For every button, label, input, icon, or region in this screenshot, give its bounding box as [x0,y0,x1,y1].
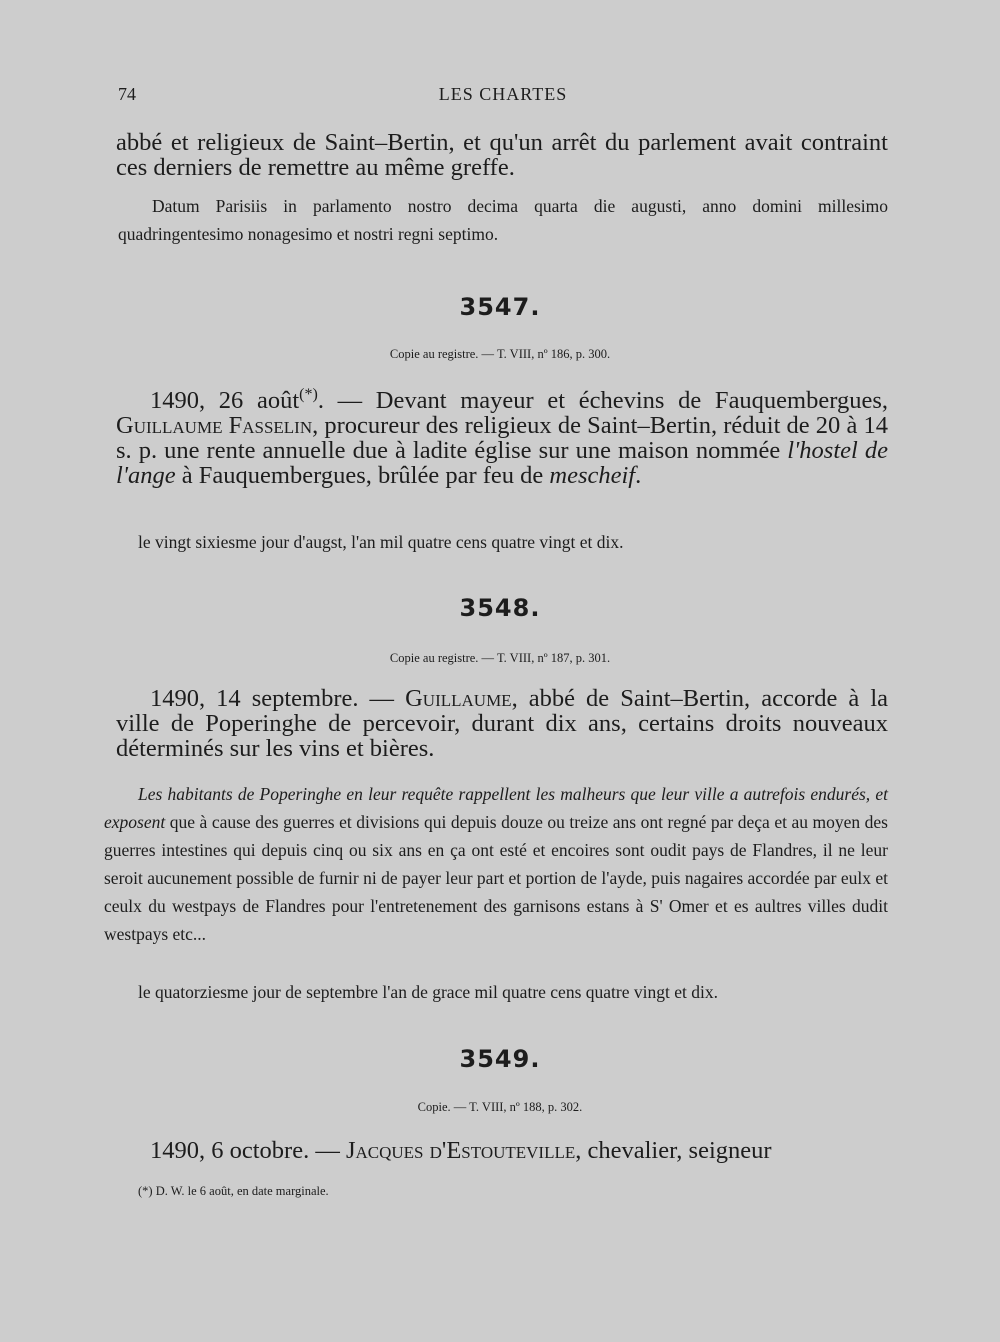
charter-number: 3549. [459,1045,541,1073]
intro-paragraph: abbé et religieux de Saint–Bertin, et qu'un arrêt du parlement avait contraint ces derniers de remettre au même greffe. [116,129,888,181]
charter-number: 3547. [459,293,541,321]
charter-summary: 1490, 6 octobre. — Jacques d'Estouteville, chevalier, seigneur [150,1137,772,1164]
running-head: LES CHARTES [438,84,568,104]
charter-quote: Les habitants de Poperinghe en leur requête rappellent les malheurs que leur ville a autrefois endurés, et exposent que à cause des guerres et divisions qui depuis douze ou treize ans ont regné par deça et au moyen des guerres intestines qui depuis cinq ou six ans en ça ont esté et encoires sont oudit pays de Flandres, il ne leur seroit aucunement possible de furnir ni de payer leur part et portion de l'ayde, puis nagaires accordée par eulx et ceulx du westpays de Flandres pour l'entretenement des garnisons estans à S' Omer et es aultres villes dudit westpays etc... [104,784,888,944]
footnote: (*) D. W. le 6 août, en date marginale. [138,1184,329,1198]
charter-number: 3548. [459,594,541,622]
charter-source: Copie au registre. — T. VIII, nº 186, p. 300. [389,347,611,361]
fire-term: mescheif [549,462,636,490]
charter-source: Copie. — T. VIII, nº 188, p. 302. [417,1100,583,1114]
charter-date: 1490, 26 août [150,387,300,415]
house-name: l'hostel de l'ange [116,437,888,490]
charter-date: 1490, 6 octobre. [150,1137,310,1164]
charter-quote-date: le quatorziesme jour de septembre l'an de grace mil quatre cens quatre vingt et dix. [138,982,718,1002]
page-header [118,84,888,114]
charter-quote: le vingt sixiesme jour d'augst, l'an mil quatre cens quatre vingt et dix. [138,532,624,552]
footnote-mark: (*) [299,386,318,403]
person-name: Guillaume [405,685,512,712]
charter-source: Copie au registre. — T. VIII, nº 187, p. 301. [389,651,611,665]
charter-date: 1490, 14 septembre. [150,685,359,712]
person-name: Jacques d'Estouteville [345,1137,576,1164]
charter-summary: 1490, 14 septembre. — Guillaume, abbé de Saint–Bertin, accorde à la ville de Poperinghe de percevoir, durant dix ans, certains droits nouveaux déterminés sur les vins et bières. [116,685,889,762]
person-name: Guillaume Fasselin [116,412,313,440]
charter-summary: 1490, 26 août(*). — Devant mayeur et échevins de Fauquembergues, Guillaume Fasselin, procureur des religieux de Saint–Bertin, réduit de 20 à 14 s. p. une rente annuelle due à ladite église sur une maison nommée l'hostel de l'ange à Fauquembergues, brûlée par feu de mescheif. [116,386,888,490]
page-number: 74 [118,84,136,104]
petition-intro: Les habitants de Poperinghe en leur requête rappellent les malheurs que leur ville a autrefois endurés, et exposent [104,784,888,832]
intro-latin-quote: Datum Parisiis in parlamento nostro decima quarta die augusti, anno domini millesimo quadringentesimo nonagesimo et nostri regni septimo. [118,196,888,244]
